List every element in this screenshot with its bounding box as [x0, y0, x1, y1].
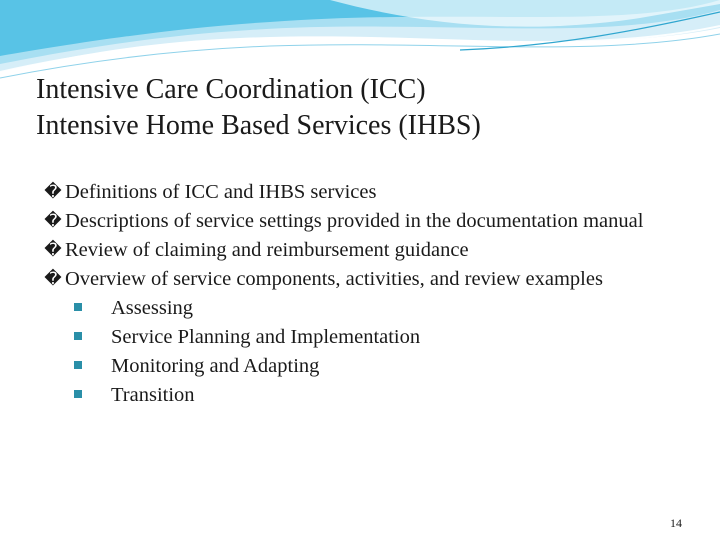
sub-bullet-item — [44, 352, 694, 381]
bullet-text: Definitions of ICC and IHBS services — [65, 181, 377, 203]
bullet-text: Review of claiming and reimbursement guidance — [65, 239, 469, 261]
bullet-item — [44, 178, 694, 207]
square-bullet-icon — [74, 390, 82, 398]
bullet-text: Descriptions of service settings provided in the documentation manual — [65, 210, 644, 232]
bullet-glyph-icon: � — [44, 182, 62, 202]
slide-content — [44, 178, 694, 410]
sub-bullet-text: Service Planning and Implementation — [111, 326, 421, 348]
bullet-text: Overview of service components, activities, and review examples — [65, 268, 603, 290]
bullet-glyph-icon: � — [44, 240, 62, 260]
sub-bullet-item — [44, 294, 694, 323]
bullet-item — [44, 236, 694, 265]
square-bullet-icon — [74, 303, 82, 311]
bullet-item — [44, 207, 694, 236]
title-line-1: Intensive Care Coordination (ICC) — [36, 74, 426, 105]
square-bullet-icon — [74, 361, 82, 369]
square-bullet-icon — [74, 332, 82, 340]
bullet-glyph-icon: � — [44, 269, 62, 289]
slide-title — [36, 72, 481, 144]
sub-bullet-item — [44, 323, 694, 352]
sub-bullet-text: Assessing — [111, 297, 194, 319]
bullet-glyph-icon: � — [44, 211, 62, 231]
sub-bullet-item — [44, 381, 694, 410]
sub-bullet-text: Monitoring and Adapting — [111, 355, 320, 377]
page-number: 14 — [670, 516, 682, 530]
title-line-2: Intensive Home Based Services (IHBS) — [36, 110, 481, 141]
sub-bullet-text: Transition — [111, 384, 195, 406]
bullet-item — [44, 265, 694, 294]
